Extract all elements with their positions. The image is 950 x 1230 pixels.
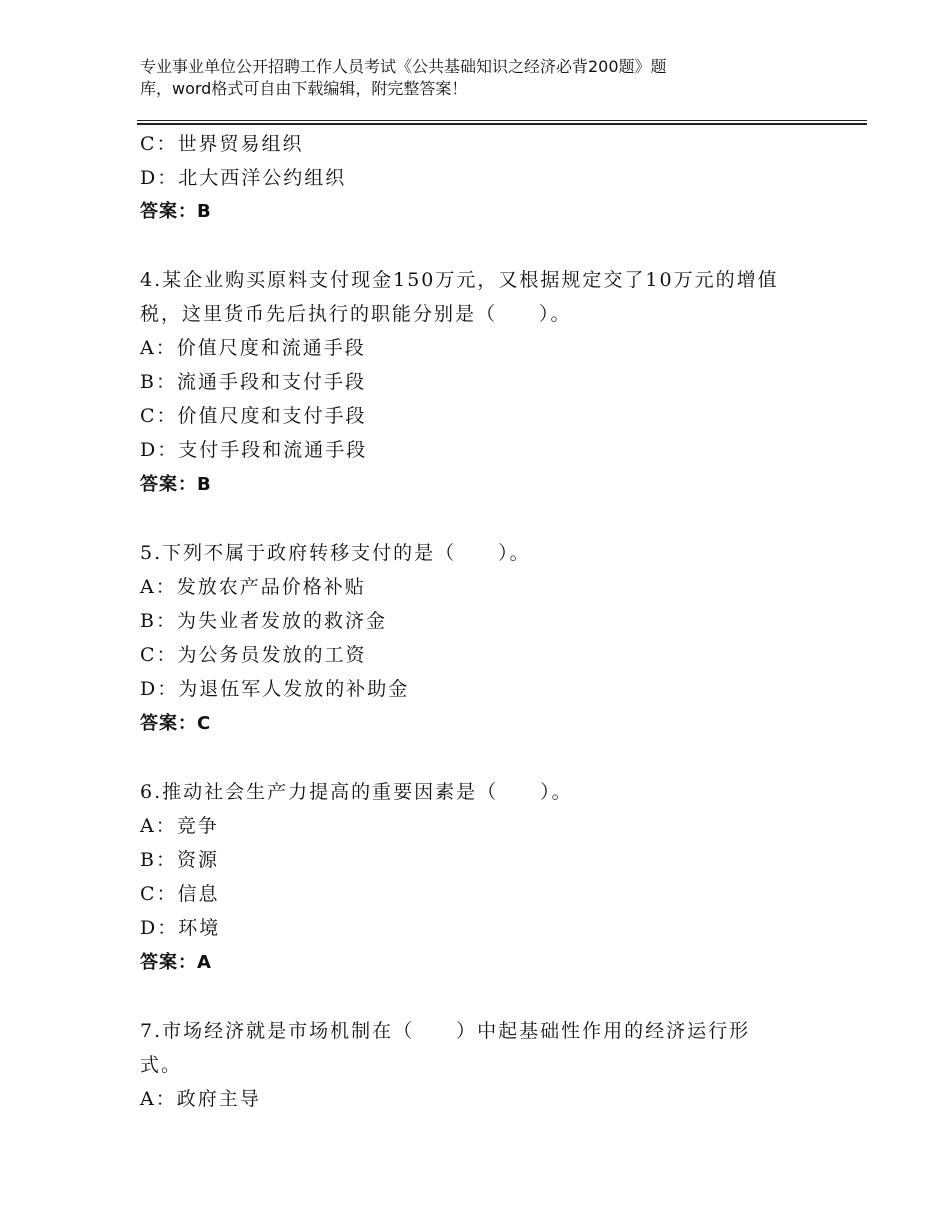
q6-stem: 6.推动社会生产力提高的重要因素是（ ）。: [140, 781, 573, 803]
header-title-line-1: 专业事业单位公开招聘工作人员考试《公共基础知识之经济必背200题》题: [140, 57, 667, 76]
q7-stem-line-2: 式。: [140, 1054, 183, 1076]
q4-stem-line-2: 税，这里货币先后执行的职能分别是（ ）。: [140, 303, 572, 325]
q4-option-d: D：支付手段和流通手段: [140, 439, 368, 461]
q7-stem-line-1: 7.市场经济就是市场机制在（ ）中起基础性作用的经济运行形: [140, 1020, 751, 1042]
q5-answer: 答案：C: [140, 713, 212, 734]
q6-option-d: D：环境: [140, 917, 221, 939]
q5-stem: 5.下列不属于政府转移支付的是（ ）。: [140, 542, 531, 564]
q5-option-c: C：为公务员发放的工资: [140, 644, 367, 666]
q6-option-a: A：竞争: [140, 815, 219, 837]
header-title-line-2: 库，word格式可自由下载编辑，附完整答案！: [140, 79, 468, 98]
q3-option-d: D：北大西洋公约组织: [140, 167, 347, 189]
q3-answer: 答案：B: [140, 201, 212, 222]
q4-option-b: B：流通手段和支付手段: [140, 371, 366, 393]
q5-option-b: B：为失业者发放的救济金: [140, 610, 387, 632]
document-header: [140, 56, 780, 100]
q3-option-c: C：世界贸易组织: [140, 133, 304, 155]
q4-option-a: A：价值尺度和流通手段: [140, 337, 366, 359]
q6-option-c: C：信息: [140, 883, 220, 905]
q6-answer: 答案：A: [140, 952, 212, 973]
q7-option-a: A：政府主导: [140, 1088, 261, 1110]
q5-option-d: D：为退伍军人发放的补助金: [140, 678, 410, 700]
header-rule-thick: [137, 123, 867, 125]
q4-option-c: C：价值尺度和支付手段: [140, 405, 367, 427]
q6-option-b: B：资源: [140, 849, 219, 871]
q4-answer: 答案：B: [140, 474, 212, 495]
q5-option-a: A：发放农产品价格补贴: [140, 576, 366, 598]
q4-stem-line-1: 4.某企业购买原料支付现金150万元，又根据规定交了10万元的增值: [140, 269, 779, 291]
header-rule-thin: [137, 120, 867, 121]
